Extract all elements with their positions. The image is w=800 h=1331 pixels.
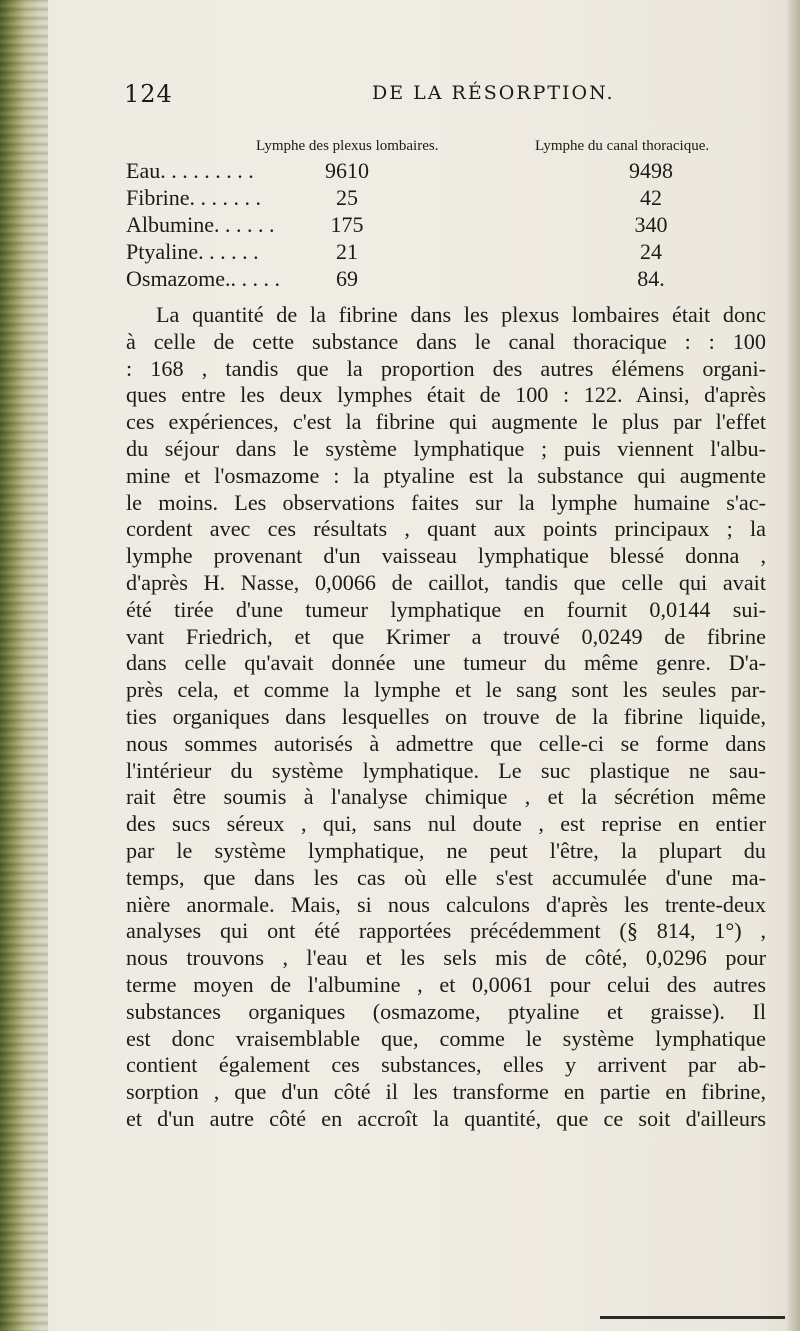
text-line: d'après H. Nasse, 0,0066 de caillot, tandis que celle qui avait bbox=[126, 569, 766, 595]
row-label: Osmazome.. . . . . bbox=[126, 266, 280, 291]
row-label: Fibrine. . . . . . . bbox=[126, 185, 262, 210]
text-line: mine et l'osmazome : la ptyaline est la substance qui augmente bbox=[126, 462, 766, 488]
canal-value: 84. bbox=[637, 266, 665, 291]
text-line: contient également ces substances, elles y arrivent par ab- bbox=[126, 1052, 766, 1078]
text-line: le moins. Les observations faites sur la lymphe humaine s'ac- bbox=[126, 489, 766, 515]
text-line: ties organiques dans lesquelles on trouve de la fibrine liquide, bbox=[126, 703, 766, 729]
body-paragraph bbox=[126, 302, 766, 1133]
page-number: 124 bbox=[124, 80, 173, 108]
text-line: sorption , que d'un côté il les transforme en partie en fibrine, bbox=[126, 1079, 766, 1105]
plexus-value: 175 bbox=[330, 212, 364, 237]
table-row bbox=[126, 266, 766, 292]
row-label: Ptyaline. . . . . . bbox=[126, 239, 259, 264]
page-header bbox=[124, 80, 764, 120]
column-header-canal: Lymphe du canal thoracique. bbox=[535, 138, 710, 154]
text-line: analyses qui ont été rapportées précédemment (§ 814, 1°) , bbox=[126, 918, 766, 944]
text-line: vant Friedrich, et que Krimer a trouvé 0,0249 de fibrine bbox=[126, 623, 766, 649]
text-line: substances organiques (osmazome, ptyaline et graisse). Il bbox=[126, 998, 766, 1024]
text-line: du séjour dans le système lymphatique ; puis viennent l'albu- bbox=[126, 435, 766, 461]
table-row bbox=[126, 239, 766, 265]
text-line: ces expériences, c'est la fibrine qui augmente le plus par l'effet bbox=[126, 409, 766, 435]
bottom-rule bbox=[600, 1316, 785, 1319]
canal-value: 24 bbox=[640, 239, 662, 264]
text-line: terme moyen de l'albumine , et 0,0061 pour celui des autres bbox=[126, 971, 766, 997]
plexus-value: 69 bbox=[336, 266, 358, 291]
book-binding-edge bbox=[0, 0, 48, 1331]
row-label: Eau. . . . . . . . . bbox=[126, 158, 254, 183]
text-line: : 168 , tandis que la proportion des autres élémens organi- bbox=[126, 355, 766, 381]
text-line: temps, que dans les cas où elle s'est accumulée d'une ma- bbox=[126, 864, 766, 890]
text-line: près cela, et comme la lymphe et le sang sont les seules par- bbox=[126, 677, 766, 703]
text-line: par le système lymphatique, ne peut l'être, la plupart du bbox=[126, 837, 766, 863]
text-line: La quantité de la fibrine dans les plexus lombaires était donc bbox=[156, 302, 766, 327]
canal-value: 42 bbox=[640, 185, 662, 210]
text-line: dans celle qu'avait donnée une tumeur du même genre. D'a- bbox=[126, 650, 766, 676]
text-line: cordent avec ces résultats , quant aux points principaux ; la bbox=[126, 516, 766, 542]
text-line: des sucs séreux , qui, sans nul doute , est reprise en entier bbox=[126, 811, 766, 837]
plexus-value: 21 bbox=[336, 239, 358, 264]
text-line: nière anormale. Mais, si nous calculons d'après les trente-deux bbox=[126, 891, 766, 917]
text-line: nous trouvons , l'eau et les sels mis de côté, 0,0296 pour bbox=[126, 945, 766, 971]
text-line: nous sommes autorisés à admettre que celle-ci se forme dans bbox=[126, 730, 766, 756]
text-line: été tirée d'une tumeur lymphatique en fournit 0,0144 sui- bbox=[126, 596, 766, 622]
text-line: l'intérieur du système lymphatique. Le suc plastique ne sau- bbox=[126, 757, 766, 783]
table-row bbox=[126, 185, 766, 211]
canal-value: 9498 bbox=[629, 158, 673, 183]
column-header-plexus: Lymphe des plexus lombaires. bbox=[256, 138, 439, 154]
row-label: Albumine. . . . . . bbox=[126, 212, 275, 237]
table-row bbox=[126, 158, 766, 184]
text-line: est donc vraisemblable que, comme le système lymphatique bbox=[126, 1025, 766, 1051]
text-line: à celle de cette substance dans le canal thoracique : : 100 bbox=[126, 328, 766, 354]
text-line: et d'un autre côté en accroît la quantité, que ce soit d'ailleurs bbox=[126, 1105, 766, 1131]
plexus-value: 9610 bbox=[325, 158, 369, 183]
page-edge bbox=[786, 0, 800, 1331]
text-line: rait être soumis à l'analyse chimique , et la sécrétion même bbox=[126, 784, 766, 810]
plexus-value: 25 bbox=[336, 185, 358, 210]
table-row bbox=[126, 212, 766, 238]
running-title: DE LA RÉSORPTION. bbox=[372, 82, 615, 104]
text-line: ques entre les deux lymphes était de 100 : 122. Ainsi, d'après bbox=[126, 382, 766, 408]
text-line: lymphe provenant d'un vaisseau lymphatique blessé donna , bbox=[126, 543, 766, 569]
canal-value: 340 bbox=[634, 212, 668, 237]
